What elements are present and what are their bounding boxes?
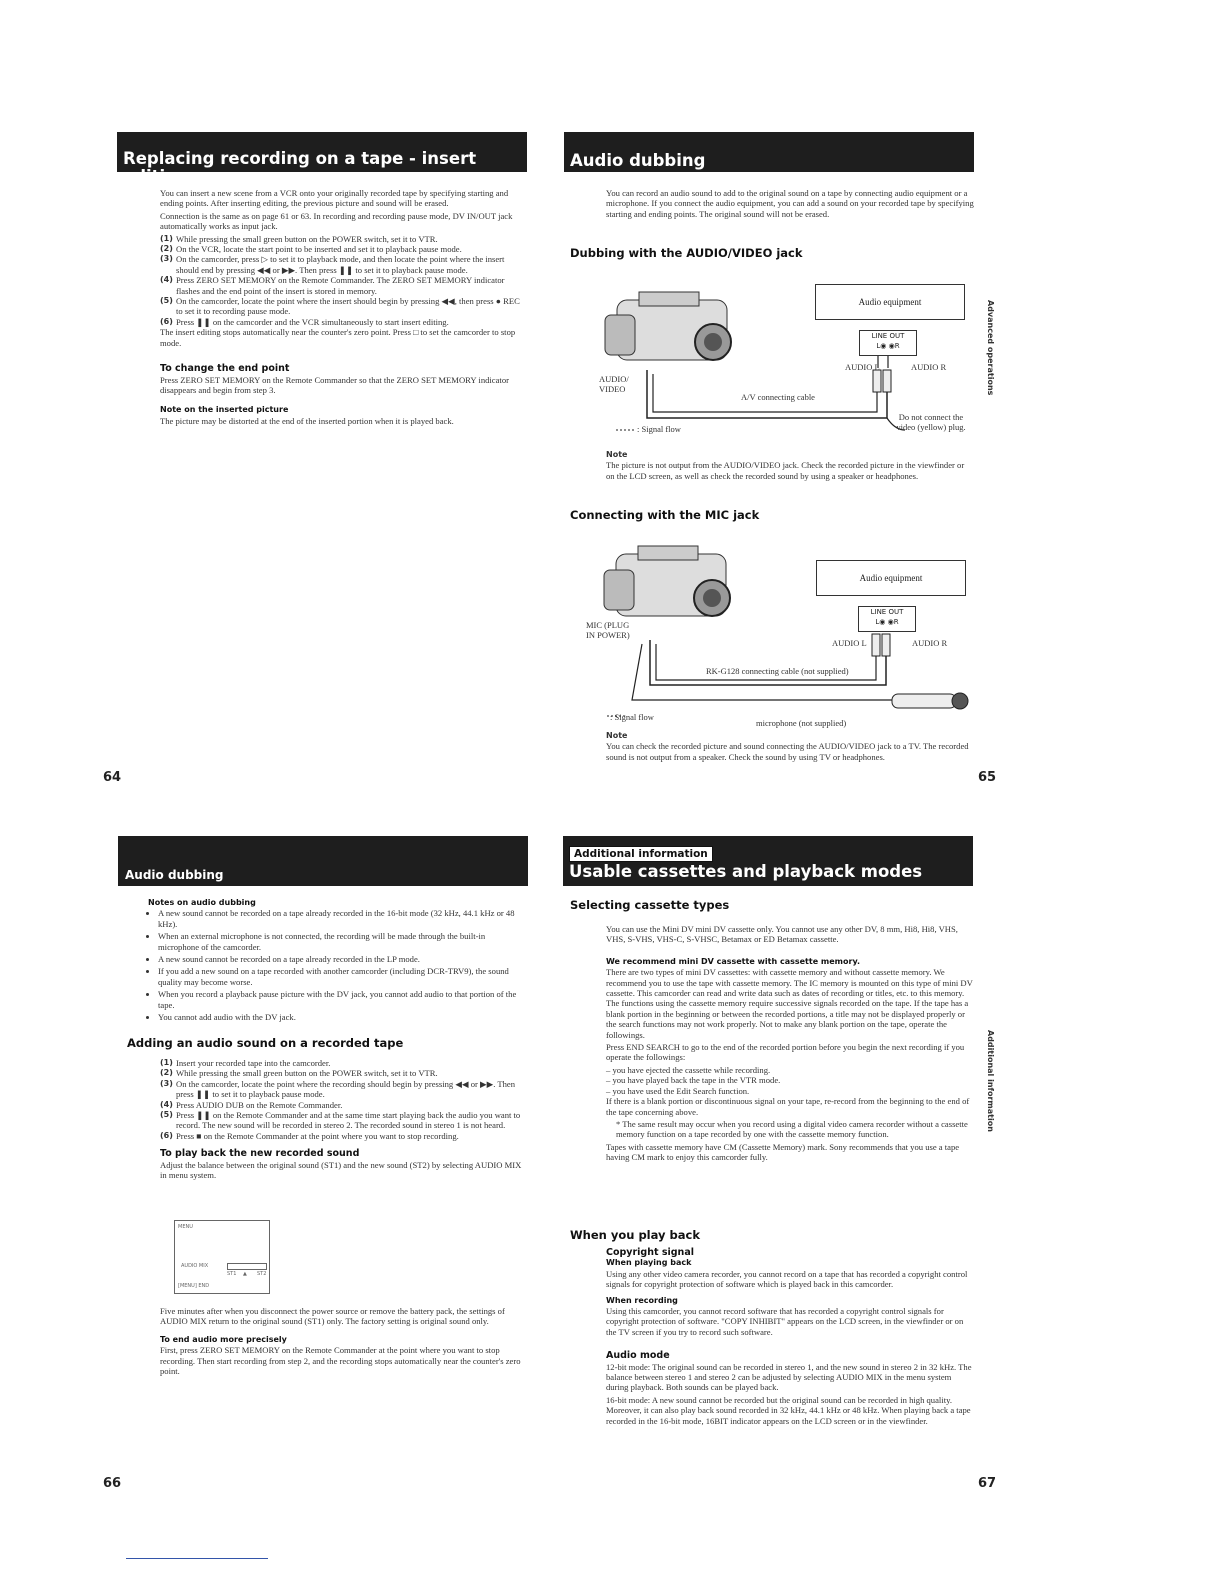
list-item: – you have ejected the cassette while recording. (606, 1064, 771, 1075)
additional-information-tab: Additional information (986, 1030, 995, 1132)
step-item: (3) On the camcorder, locate the point where the recording should begin by pressing ◀◀ or ▶▶. Then press ❚❚ to set it to playback pause mode. (160, 1078, 516, 1100)
add-audio-heading: Adding an audio sound on a recorded tape (127, 1036, 404, 1050)
when-you-play-back-heading: When you play back (570, 1228, 700, 1242)
av-jack-heading: Dubbing with the AUDIO/VIDEO jack (570, 246, 803, 260)
dash-list (606, 1065, 974, 1096)
change-end-text: Press ZERO SET MEMORY on the Remote Commander so that the ZERO SET MEMORY indicator disappears and begin from step 3. (160, 374, 509, 395)
insert-editing-section (160, 188, 528, 428)
audio-mix-notes (160, 1306, 528, 1378)
menu-end-label: [MENU] END (178, 1283, 210, 1289)
step-item: (2) While pressing the small green button on the POWER switch, set it to VTR. (160, 1068, 438, 1079)
cassette-memory-text: Tapes with cassette memory have CM (Cassette Memory) mark. Sony recommends that you use a tape having CM mark to enjoy this camcorder fully. (606, 1141, 960, 1163)
note-section-1 (606, 450, 974, 483)
audio-r-label: AUDIO R (911, 362, 947, 372)
intro-text: You can record an audio sound to add to the original sound on a tape by connecting audio equipment or a microphone. If you connect the audio equipment, you can add a sound on your recorded tape by specifying starting and ending points. The original sound will not be erased. (606, 188, 974, 219)
step-item: (5) Press ❚❚ on the Remote Commander and at the same time start playing back the audio you want to record. The new sound will be recorded in stereo 2. The recorded sound in stereo 1 is not heard. (160, 1110, 521, 1131)
five-minutes-text: Five minutes after when you disconnect the power source or remove the battery pack, the settings of AUDIO MIX return to the original sound (ST1) only. The factory setting is original sound only. (160, 1306, 505, 1327)
list-item: • A new sound cannot be recorded on a tape already recorded in the LP mode. (158, 954, 528, 964)
cassette-types-text: You can use the Mini DV mini DV cassette only. You cannot use any other DV, 8 mm, Hi8, Hi8, VHS, VHS, S-VHS, VHS-C, S-VHSC, Betamax or ED Betamax cassette. (606, 924, 958, 945)
step-item: (4) Press AUDIO DUB on the Remote Commander. (160, 1099, 343, 1110)
av-cable-label: A/V connecting cable (741, 392, 815, 402)
av-jack-label: AUDIO/ VIDEO (599, 374, 629, 394)
lr-jacks: L◉ ◉R (875, 618, 899, 626)
note-heading: Note (606, 731, 628, 740)
audio-l-label: AUDIO L (845, 362, 880, 372)
audio-dubbing-notes (148, 898, 528, 1024)
audio-dubbing-banner: Audio dubbing (564, 132, 974, 172)
audio-r-label: AUDIO R (912, 638, 948, 648)
footer-divider (126, 1558, 268, 1559)
play-back-heading: To play back the new recorded sound (160, 1148, 360, 1160)
step-item: (5) On the camcorder, locate the point where the insert should begin by pressing ◀◀, then press ● REC to set it to recording pause mode. (160, 296, 520, 317)
note-text: You can check the recorded picture and sound connecting the AUDIO/VIDEO jack to a TV. The recorded sound is not output from a speaker. Check the sound by using TV or headphones. (606, 741, 969, 762)
signal-flow-label: : Signal flow (637, 424, 681, 434)
recommend-heading: We recommend mini DV cassette with cassette memory. (606, 956, 860, 966)
step-item: (6) Press ■ on the Remote Commander at the point where you want to stop recording. (160, 1130, 459, 1141)
step-item: (3) On the camcorder, press ▷ to set it to playback mode, and then locate the point where the insert should end by pressing ◀◀ or ▶▶. Then press ❚❚ to set it to playback pause mode. (160, 254, 505, 275)
connecting-cable-label: RK-G128 connecting cable (not supplied) (706, 666, 849, 676)
signal-flow-label: : Signal flow (610, 712, 654, 722)
mic-jack-label: MIC (PLUG IN POWER) (586, 620, 630, 640)
note-heading: Note (606, 450, 628, 459)
audio-mix-menu-screen (174, 1220, 270, 1294)
precise-text: First, press ZERO SET MEMORY on the Remote Commander at the point where you want to stop recording. Then start recording from step 2, and the recording stops automatically near the counter's zero point. (160, 1345, 521, 1377)
line-out-label: LINE OUT (871, 332, 905, 340)
step-list (160, 234, 528, 328)
advanced-operations-tab: Advanced operations (986, 300, 995, 396)
microphone-label: microphone (not supplied) (756, 718, 847, 728)
list-item: • A new sound cannot be recorded on a tape already recorded in the 16-bit mode (32 kHz, 44.1 kHz or 48 kHz). (158, 908, 528, 929)
notes-list (148, 908, 528, 1022)
note-text: The picture is not output from the AUDIO/VIDEO jack. Check the recorded picture in the viewfinder or on the LCD screen, as well as check the recorded sound by using a speaker or headphones. (606, 460, 965, 481)
list-item: • If you add a new sound on a tape recorded with another camcorder (including DCR-TRV9), the sound quality may become worse. (158, 966, 528, 987)
list-item: • When you record a playback pause picture with the DV jack, you cannot add audio to that portion of the tape. (158, 989, 528, 1010)
list-item: • When an external microphone is not connected, the recording will be made through the built-in microphone of the camcorder. (158, 931, 528, 952)
slider-marker-icon: ▲ (243, 1271, 247, 1277)
usable-cassettes-title: Usable cassettes and playback modes (569, 862, 923, 881)
st2-label: ST2 (257, 1271, 267, 1277)
av-dubbing-diagram (595, 270, 975, 450)
when-playing-text: Using any other video camera recorder, you cannot record on a tape that has recorded a copyright control signals for copyright protection of software which is played back in this camcorder. (606, 1268, 968, 1290)
mic-dubbing-diagram (586, 530, 976, 730)
recommend-text: There are two types of mini DV cassettes: with cassette memory and without cassette memory. We recommend you to use the tape with cassette memory. The IC memory is mounted on this type of mini DV cassette. This camcorder can read and write data such as dates of recording or titles, etc. to this memory. The functions using the cassette memory require successive signals recorded on the tape. If the tape has a blank portion in the beginning or between the recorded portions, a title may not be displayed properly or the search functions may not work properly. Not to make any blank portion on the tape, operate the followings. (606, 967, 973, 1040)
lr-jacks: L◉ ◉R (876, 342, 900, 350)
step-item: (2) On the VCR, locate the start point to be inserted and set it to playback pause mode. (160, 244, 462, 255)
16-bit-mode-text: 16-bit mode: A new sound cannot be recorded but the original sound can be recorded in high quality. Moreover, it can also play back sound recorded in 32 kHz, 44.1 kHz or 48 kHz. When playing back a tape recorded in the 16-bit mode, 16BIT indicator appears on the LCD screen or in the viewfinder. (606, 1394, 971, 1426)
audio-dubbing-banner: Audio dubbing (118, 836, 528, 886)
change-end-heading: To change the end point (160, 363, 290, 375)
additional-info-tag: Additional information (569, 846, 713, 862)
note-section-2 (606, 731, 974, 764)
add-audio-section (160, 1058, 528, 1182)
audio-mix-slider (227, 1263, 267, 1270)
precise-heading: To end audio more precisely (160, 1334, 287, 1344)
list-item: – you have played back the tape in the VTR mode. (606, 1075, 781, 1086)
notes-heading: Notes on audio dubbing (148, 898, 256, 907)
blank-portion-text: If there is a blank portion or discontinuous signal on your tape, re-record from the beginning to the end of the tape concerning above. (606, 1096, 970, 1117)
end-search-text: Press END SEARCH to go to the end of the recorded portion before you begin the next recording if you operate the followings: (606, 1042, 965, 1063)
note-heading: Note on the inserted picture (160, 405, 289, 415)
step-item: (1) While pressing the small green button on the POWER switch, set it to VTR. (160, 233, 438, 244)
audio-equipment-box: Audio equipment (816, 560, 966, 596)
menu-title: MENU (178, 1224, 193, 1230)
play-back-text: Adjust the balance between the original sound (ST1) and the new sound (ST2) by selecting AUDIO MIX in menu system. (160, 1159, 522, 1181)
when-recording-text: Using this camcorder, you cannot record software that has recorded a copyright control signals for copyright protection of software. "COPY INHIBIT" appears on the LCD screen, in the viewfinder or on the TV screen if you try to record such software. (606, 1306, 964, 1337)
step-item: (4) Press ZERO SET MEMORY on the Remote Commander. The ZERO SET MEMORY indicator flashes and the end point of the insert is stored in memory. (160, 275, 505, 296)
list-item: – you have used the Edit Search function. (606, 1085, 750, 1096)
page-number: 64 (103, 770, 122, 785)
audio-equipment-box: Audio equipment (815, 284, 965, 320)
note-text: The picture may be distorted at the end of the inserted portion when it is played back. (160, 415, 454, 426)
page-number: 67 (978, 1476, 997, 1491)
audio-mode-heading: Audio mode (606, 1350, 670, 1362)
footnote-text: * The same result may occur when you record using a digital video camera recorder without a cassette memory function on a tape recorded by one with the cassette memory function. (616, 1118, 968, 1140)
audio-dubbing-intro (606, 188, 974, 221)
insert-editing-banner: Replacing recording on a tape - insert editing (117, 132, 527, 172)
copyright-heading: Copyright signal (606, 1247, 694, 1258)
list-item: • You cannot add audio with the DV jack. (158, 1012, 528, 1022)
line-out-label: LINE OUT (870, 608, 904, 616)
step-item: (1) Insert your recorded tape into the camcorder. (160, 1058, 331, 1068)
playback-section (606, 1248, 974, 1428)
selecting-cassette-heading: Selecting cassette types (570, 898, 730, 912)
cassette-section (606, 924, 974, 1165)
step-item: (6) Press ❚❚ on the camcorder and the VCR simultaneously to start insert editing. (160, 316, 449, 327)
page-number: 66 (103, 1476, 122, 1491)
page-number: 65 (978, 770, 997, 785)
when-playing-heading: When playing back (606, 1258, 692, 1268)
mic-jack-heading: Connecting with the MIC jack (570, 508, 760, 522)
12-bit-mode-text: 12-bit mode: The original sound can be recorded in stereo 1, and the new sound in stereo 2 in 32 kHz. The balance between stereo 1 and stereo 2 can be adjusted by selecting AUDIO MIX in the menu system during playback. Both sounds can be played back. (606, 1361, 972, 1393)
usable-cassettes-banner (563, 836, 973, 886)
when-recording-heading: When recording (606, 1295, 678, 1305)
audio-mix-item: AUDIO MIX (181, 1263, 209, 1269)
st1-label: ST1 (227, 1271, 237, 1277)
intro-text: You can insert a new scene from a VCR onto your originally recorded tape by specifying starting and ending points. After inserting editing, the previous picture and sound will be erased. (160, 188, 509, 209)
do-not-connect-note: Do not connect the video (yellow) plug. (896, 412, 966, 432)
connection-text: Connection is the same as on page 61 or 63. In recording and recording pause mode, DV IN/OUT jack automatically works as input jack. (160, 210, 513, 232)
after-text: The insert editing stops automatically near the counter's zero point. Press □ to set the camcorder to stop mode. (160, 327, 516, 348)
line-out-panel (859, 330, 917, 356)
line-out-panel (858, 606, 916, 632)
audio-l-label: AUDIO L (832, 638, 867, 648)
